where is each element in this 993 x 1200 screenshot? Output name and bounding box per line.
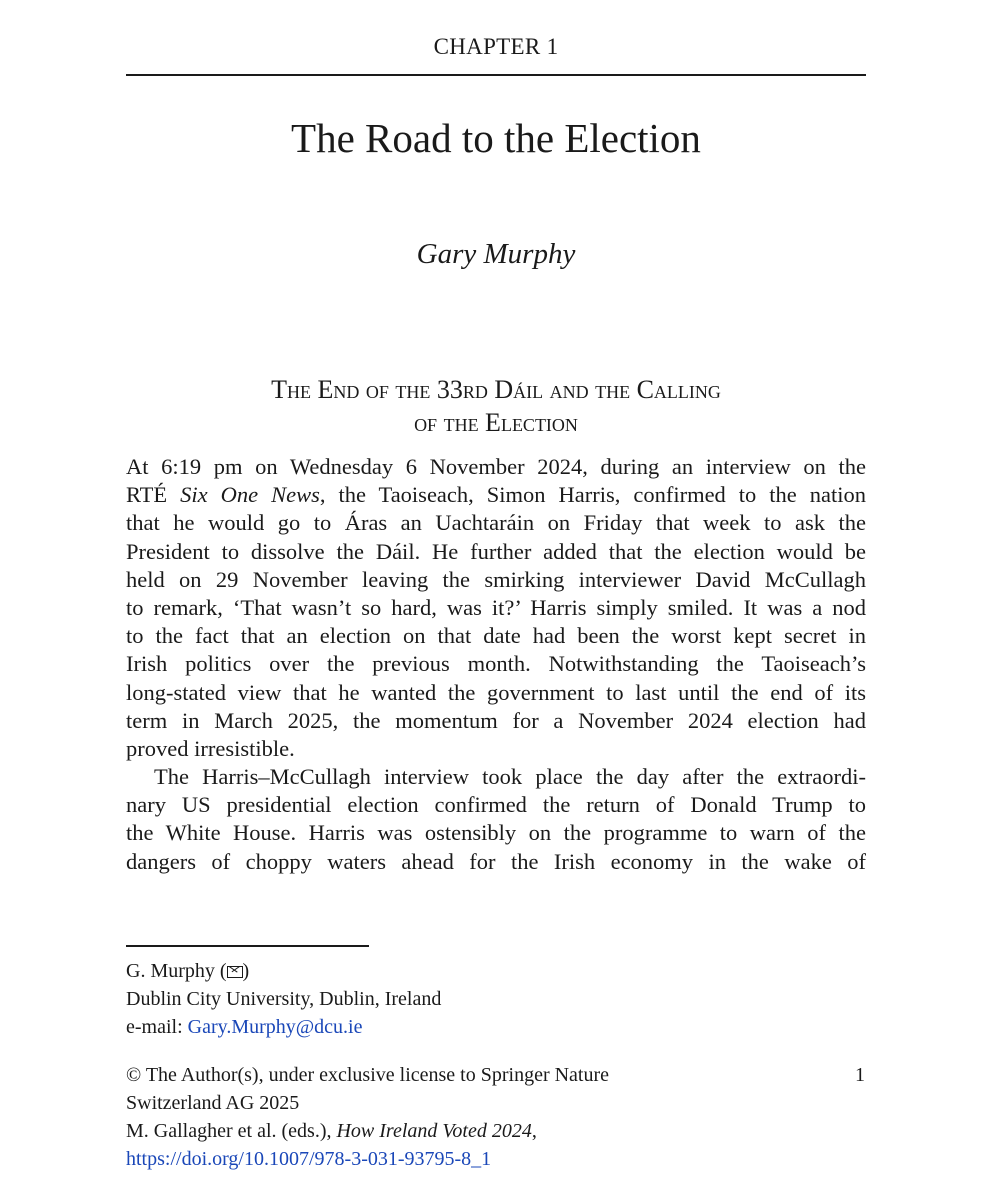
page-number: 1 — [855, 1064, 865, 1086]
footnote-affiliation: Dublin City University, Dublin, Ireland — [126, 988, 442, 1010]
text-line: to remark, ‘That wasn’t so hard, was it?’ Harris simply smiled. It was a nod — [126, 594, 866, 620]
footnote-email: e-mail: Gary.Murphy@dcu.ie — [126, 1016, 363, 1038]
text-line: The Harris–McCullagh interview took place the day after the extraordi- — [154, 764, 866, 790]
paragraph-2 — [126, 763, 866, 876]
footnote-author: G. Murphy ( ) — [126, 960, 250, 982]
chapter-title: The Road to the Election — [291, 115, 701, 161]
text-line: held on 29 November leaving the smirking interviewer David McCullagh — [126, 566, 866, 592]
body-text — [126, 453, 866, 876]
envelope-icon — [227, 966, 243, 978]
text-line: Irish politics over the previous month. Notwithstanding the Taoiseach’s — [126, 651, 866, 677]
text-line: proved irresistible. — [126, 735, 295, 761]
paragraph-1 — [126, 453, 866, 763]
text-line: nary US presidential election confirmed the return of Donald Trump to — [126, 792, 866, 818]
doi-link[interactable]: https://doi.org/10.1007/978-3-031-93795-8_1 — [126, 1148, 492, 1170]
text-line: long-stated view that he wanted the government to last until the end of its — [126, 679, 866, 705]
text-line: the White House. Harris was ostensibly on the programme to warn of the — [126, 820, 866, 846]
text-line: RTÉ Six One News, the Taoiseach, Simon Harris, confirmed to the nation — [126, 482, 866, 508]
book-title: How Ireland Voted 2024 — [336, 1120, 532, 1142]
author-name: Gary Murphy — [416, 238, 576, 270]
copyright-block — [126, 1061, 866, 1173]
programme-title: Six One News — [180, 482, 320, 508]
section-heading-line-1: The End of the 33rd Dáil and the Calling — [271, 375, 721, 404]
header-rule — [126, 74, 866, 76]
text-line: that he would go to Áras an Uachtaráin on Friday that week to ask the — [126, 510, 866, 536]
doi-line — [126, 1145, 866, 1173]
text-line: dangers of choppy waters ahead for the Irish economy in the wake of — [126, 848, 866, 874]
footnote-rule — [126, 945, 369, 947]
section-heading-line-2: of the Election — [414, 408, 578, 437]
author-footnote — [126, 957, 866, 1041]
section-heading — [126, 373, 866, 439]
citation-line: M. Gallagher et al. (eds.), How Ireland Voted 2024, — [126, 1120, 537, 1142]
text-line: term in March 2025, the momentum for a November 2024 election had — [126, 707, 866, 733]
copyright-line-1: © The Author(s), under exclusive license to Springer Nature — [126, 1064, 610, 1086]
text-line: President to dissolve the Dáil. He further added that the election would be — [126, 538, 866, 564]
text-line: to the fact that an election on that date had been the worst kept secret in — [126, 623, 866, 649]
text-line: At 6:19 pm on Wednesday 6 November 2024, during an interview on the — [126, 454, 866, 479]
copyright-line-2: Switzerland AG 2025 — [126, 1092, 300, 1114]
running-head: CHAPTER 1 — [433, 34, 559, 59]
email-link[interactable]: Gary.Murphy@dcu.ie — [187, 1016, 363, 1038]
